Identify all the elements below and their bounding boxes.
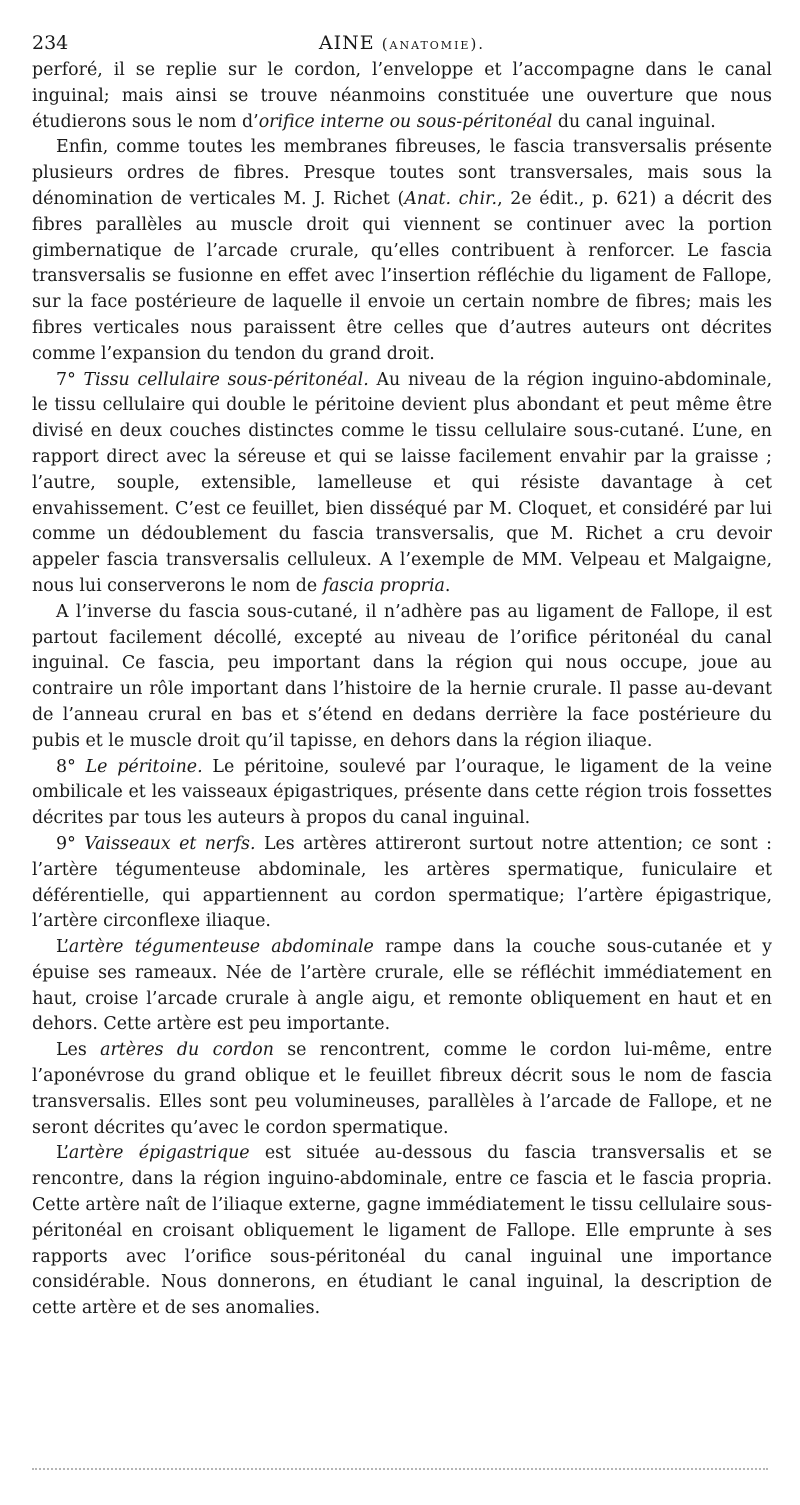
running-title-main: AINE	[318, 32, 375, 54]
body-text	[32, 58, 772, 1322]
text-run: se rencontrent, comme le cordon lui-même, entre l’aponévrose du grand oblique et le feuillet fibreux décrit sous le nom de fascia transversalis. Elles sont peu volumineuses, parallèles à l’arcade de Fallope, et ne seront décrites qu’avec le cordon spermatique.	[32, 1040, 772, 1138]
text-run: , 2e édit., p. 621) a décrit des fibres parallèles au muscle droit qui viennent se continuer avec la portion gimbernatique de l’arcade crurale, qu’elles contribuent à renforcer. Le fascia transversalis se fusionne en effet avec l’insertion réfléchie du ligament de Fallope, sur la face postérieure de laquelle il envoie un certain nombre de fibres; mais les fibres verticales nous paraissent être celles que d’autres auteurs ont décrites comme l’expansion du tendon du grand droit.	[32, 188, 773, 364]
page-number: 234	[32, 32, 69, 54]
italic-text: artères du cordon	[100, 1040, 274, 1061]
paragraph	[32, 832, 772, 935]
text-run: Le péritoine, soulevé par l’ouraque, le ligament de la veine ombilicale et les vaisseaux épigastriques, présente dans cette région trois fossettes décrites par tous les auteurs à propos du canal inguinal.	[32, 756, 772, 829]
text-run: du canal inguinal.	[552, 111, 716, 132]
paragraph	[32, 600, 772, 755]
running-title	[32, 28, 772, 59]
text-run: 7°	[56, 369, 84, 390]
text-run: A l’inverse du fascia sous-cutané, il n’adhère pas au ligament de Fallope, il est partout facilement décollé, excepté au niveau de l’orifice péritonéal du canal inguinal. Ce fascia, peu important dans la région qui nous occupe, joue au contraire un rôle important dans l’histoire de la hernie crurale. Il passe au-devant de l’anneau crural en bas et s’étend en dedans derrière la face postérieure du pubis et le muscle droit qu’il tapisse, en dehors dans la région iliaque.	[32, 601, 772, 751]
italic-text: fascia propria	[322, 575, 445, 596]
text-run: Au niveau de la région inguino-abdominale, le tissu cellulaire qui double le péritoine devient plus abondant et peut même être divisé en deux couches distinctes comme le tissu cellulaire sous-cutané. L’une, en rapport direct avec la séreuse et qui se laisse facilement envahir par la graisse ; l’autre, souple, extensible, lamelleuse et qui résiste davantage à cet envahissement. C’est ce feuillet, bien disséqué par M. Cloquet, et considéré par lui comme un dédoublement du fascia transversalis, que M. Richet a cru devoir appeler fascia transversalis celluleux. A l’exemple de MM. Velpeau et Malgaigne, nous lui conserverons le nom de	[32, 369, 772, 596]
text-run: Les artères attireront surtout notre attention; ce sont : l’artère tégumenteuse abdominale, les artères spermatique, funiculaire et déférentielle, qui appartiennent au cordon spermatique; l’artère épigastrique, l’artère circonflexe iliaque.	[32, 833, 772, 932]
paragraph	[32, 1141, 772, 1322]
text-run: .	[444, 575, 451, 596]
italic-text: Anat. chir.	[404, 188, 498, 209]
text-run: est située au-dessous du fascia transversalis et se rencontre, dans la région inguino-abdominale, entre ce fascia et le fascia propria. Cette artère naît de l’iliaque externe, gagne immédiatement le tissu cellulaire sous-péritonéal en croisant obliquement le ligament de Fallope. Elle emprunte à ses rapports avec l’orifice sous-péritonéal du canal inguinal une importance considérable. Nous donnerons, en étudiant le canal inguinal, la description de cette artère et de ses anomalies.	[32, 1143, 773, 1319]
footer-rule	[32, 1468, 768, 1470]
paragraph	[32, 368, 772, 600]
italic-text: Vaisseaux et nerfs.	[84, 833, 256, 854]
paragraph	[32, 1038, 772, 1141]
text-run: 8°	[56, 756, 86, 777]
italic-text: Tissu cellulaire sous-péritonéal.	[83, 369, 369, 390]
running-head	[32, 28, 772, 58]
text-run: Enfin, comme toutes les membranes fibreuses, le fascia transversalis présente plusieurs ordres de fibres. Presque toutes sont transversales, mais sous la dénomination de verticales M. J. Richet (	[32, 137, 772, 209]
text-run: Les	[56, 1040, 101, 1061]
paragraph	[32, 135, 772, 367]
document-page	[32, 28, 772, 1322]
italic-text: artère tégumenteuse abdominale	[68, 937, 374, 958]
text-run: L’	[56, 937, 69, 958]
italic-text: orifice interne ou sous-péritonéal	[258, 111, 553, 132]
text-run: perforé, il se replie sur le cordon, l’enveloppe et l’accompagne dans le canal inguinal; mais ainsi se trouve néanmoins constituée une ouverture que nous étudierons sous le nom d’	[32, 60, 772, 132]
paragraph	[32, 58, 772, 135]
running-title-sub: (anatomie).	[381, 35, 486, 53]
text-run: rampe dans la couche sous-cutanée et y épuise ses rameaux. Née de l’artère crurale, elle se réfléchit immédiatement en haut, croise l’arcade crurale à angle aigu, et remonte obliquement en haut et en dehors. Cette artère est peu importante.	[32, 937, 772, 1035]
italic-text: Le péritoine.	[85, 756, 203, 777]
paragraph	[32, 935, 772, 1038]
text-run: L’	[56, 1143, 69, 1164]
paragraph	[32, 755, 772, 832]
italic-text: artère épigastrique	[68, 1143, 250, 1164]
text-run: 9°	[56, 833, 85, 854]
